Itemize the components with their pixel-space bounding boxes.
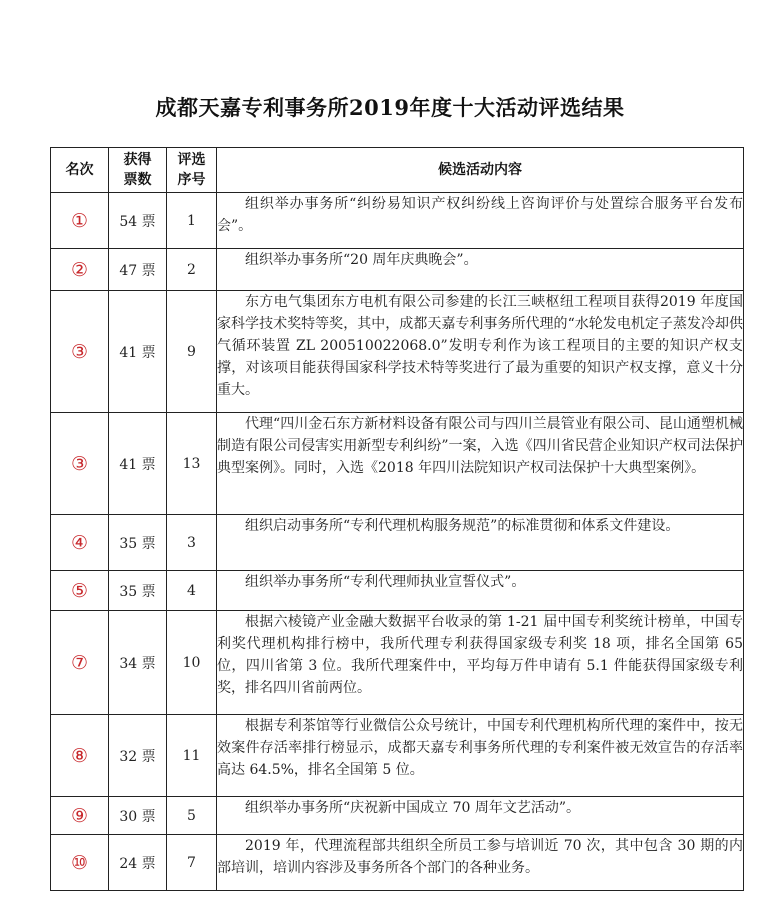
content-cell: 根据六棱镜产业金融大数据平台收录的第 1-21 届中国专利奖统计榜单，中国专利奖代理机构排行榜中，我所代理专利获得国家级专利奖 18 项，排名全国第 65 位，四川省第 3 位。我所代理案件中，平均每万件申请有 5.1 件能获得国家级专利奖，排名四川省前两位。 — [217, 611, 744, 715]
header-votes-line1: 获得 — [123, 152, 152, 168]
rank-cell: ③ — [51, 413, 109, 515]
content-cell: 组织举办事务所“专利代理师执业宣誓仪式”。 — [217, 571, 744, 611]
content-cell: 组织举办事务所“20 周年庆典晚会”。 — [217, 249, 744, 291]
votes-cell: 35 票 — [109, 571, 167, 611]
seq-cell: 10 — [167, 611, 217, 715]
rank-cell: ④ — [51, 515, 109, 571]
results-table — [50, 147, 744, 891]
page-title: 成都天嘉专利事务所2019年度十大活动评选结果 — [155, 95, 625, 120]
rank-cell: ② — [51, 249, 109, 291]
rank-cell: ⑦ — [51, 611, 109, 715]
header-votes-line2: 票数 — [123, 172, 152, 188]
rank-cell: ① — [51, 193, 109, 249]
votes-cell: 30 票 — [109, 797, 167, 835]
table-row — [51, 193, 744, 249]
content-cell: 2019 年，代理流程部共组织全所员工参与培训近 70 次，其中包含 30 期的内部培训，培训内容涉及事务所各个部门的各种业务。 — [217, 835, 744, 891]
table-row — [51, 249, 744, 291]
header-rank: 名次 — [51, 148, 109, 193]
votes-cell: 41 票 — [109, 413, 167, 515]
seq-cell: 9 — [167, 291, 217, 413]
table-row — [51, 835, 744, 891]
seq-cell: 2 — [167, 249, 217, 291]
votes-cell: 54 票 — [109, 193, 167, 249]
votes-cell: 35 票 — [109, 515, 167, 571]
content-cell: 根据专利茶馆等行业微信公众号统计，中国专利代理机构所代理的案件中，按无效案件存活率排行榜显示，成都天嘉专利事务所代理的专利案件被无效宣告的存活率高达 64.5%，排名全国第 5 位。 — [217, 715, 744, 797]
table-header-row — [51, 148, 744, 193]
table-row — [51, 413, 744, 515]
table-row — [51, 291, 744, 413]
content-cell: 组织举办事务所“纠纷易知识产权纠纷线上咨询评价与处置综合服务平台发布会”。 — [217, 193, 744, 249]
seq-cell: 1 — [167, 193, 217, 249]
content-cell: 组织启动事务所“专利代理机构服务规范”的标准贯彻和体系文件建设。 — [217, 515, 744, 571]
table-row — [51, 611, 744, 715]
seq-cell: 7 — [167, 835, 217, 891]
seq-cell: 4 — [167, 571, 217, 611]
content-cell: 组织举办事务所“庆祝新中国成立 70 周年文艺活动”。 — [217, 797, 744, 835]
header-seq-line2: 序号 — [177, 172, 206, 188]
votes-cell: 47 票 — [109, 249, 167, 291]
table-row — [51, 715, 744, 797]
table-row — [51, 571, 744, 611]
rank-cell: ⑨ — [51, 797, 109, 835]
votes-cell: 32 票 — [109, 715, 167, 797]
header-content: 候选活动内容 — [217, 148, 744, 193]
votes-cell: 24 票 — [109, 835, 167, 891]
seq-cell: 5 — [167, 797, 217, 835]
table-row — [51, 797, 744, 835]
rank-cell: ⑧ — [51, 715, 109, 797]
table-row — [51, 515, 744, 571]
votes-cell: 34 票 — [109, 611, 167, 715]
rank-cell: ③ — [51, 291, 109, 413]
seq-cell: 11 — [167, 715, 217, 797]
rank-cell: ⑤ — [51, 571, 109, 611]
rank-cell: ⑩ — [51, 835, 109, 891]
header-seq-line1: 评选 — [177, 152, 206, 168]
votes-cell: 41 票 — [109, 291, 167, 413]
seq-cell: 3 — [167, 515, 217, 571]
seq-cell: 13 — [167, 413, 217, 515]
header-votes — [109, 148, 167, 193]
header-seq — [167, 148, 217, 193]
content-cell: 代理“四川金石东方新材料设备有限公司与四川兰晨管业有限公司、昆山通塑机械制造有限公司侵害实用新型专利纠纷”一案，入选《四川省民营企业知识产权司法保护典型案例》。同时，入选《2018 年四川法院知识产权司法保护十大典型案例》。 — [217, 413, 744, 515]
content-cell: 东方电气集团东方电机有限公司参建的长江三峡枢纽工程项目获得2019 年度国家科学技术奖特等奖，其中，成都天嘉专利事务所代理的“水轮发电机定子蒸发冷却供气循环装置 ZL 200510022068.0”发明专利作为该工程项目的主要的知识产权支撑，对该项目能获得国家科学技术特等奖进行了最为重要的知识产权支撑，意义十分重大。 — [217, 291, 744, 413]
